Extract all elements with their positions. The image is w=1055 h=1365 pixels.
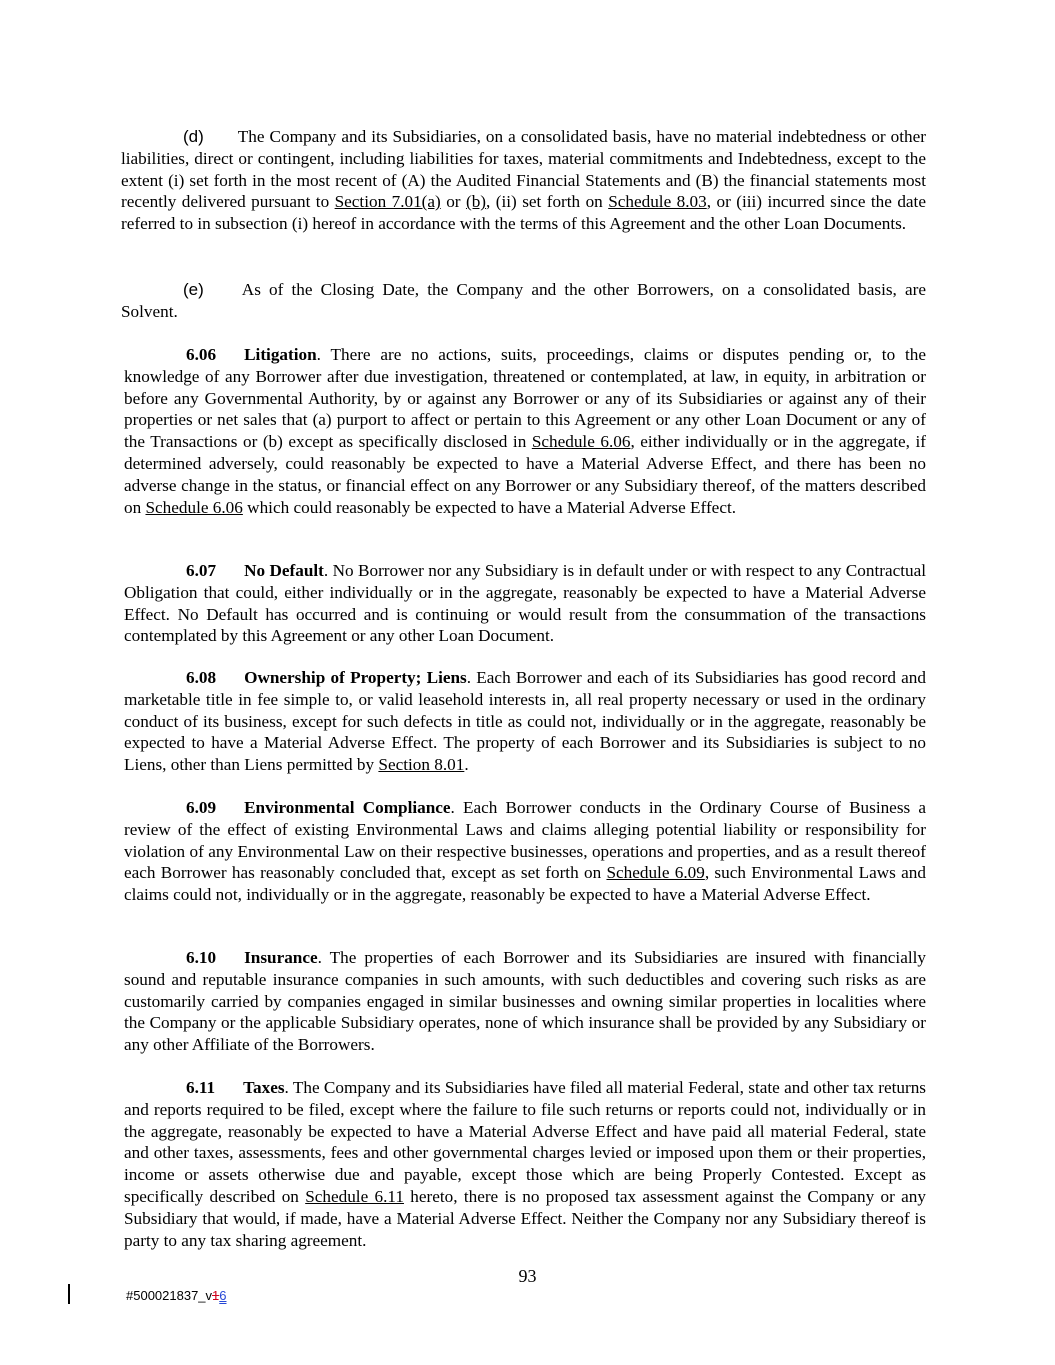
section-6-09: 6.09 Environmental Compliance. Each Borrower conducts in the Ordinary Course of Business a review of the effect of existing Environmental Laws and claims alleging potential liability or responsibility for violation of any Environmental Law on their respective businesses, operations and properties, and as a result thereof each Borrower has reasonably concluded that, except as set forth on Schedule 6.09, such Environmental Laws and claims could not, individually or in the aggregate, reasonably be expected to have a Material Adverse Effect.: [124, 798, 926, 905]
section-number: 6.09: [186, 798, 217, 817]
cross-reference-link[interactable]: Schedule 6.09: [606, 863, 705, 883]
section-6-10: 6.10 Insurance. The properties of each Borrower and its Subsidiaries are insured with financially sound and reputable insurance companies in such amounts, with such deductibles and covering such risks as are customarily carried by companies engaged in similar businesses and owning similar properties in localities where the Company or the applicable Subsidiary operates, none of which insurance shall be provided by any Subsidiary or any other Affiliate of the Borrowers.: [124, 948, 926, 1055]
section-6-07: 6.07 No Default. No Borrower nor any Subsidiary is in default under or with respect to any Contractual Obligation that could, either individually or in the aggregate, reasonably be expected to have a Material Adverse Effect. No Default has occurred and is continuing or would result from the consummation of the transactions contemplated by this Agreement or any other Loan Document.: [124, 561, 926, 646]
section-6-08: 6.08 Ownership of Property; Liens. Each Borrower and each of its Subsidiaries has good record and marketable title in fee simple to, or valid leasehold interests in, all real property necessary or used in the ordinary conduct of its business, except for such defects in title as could not, individually or in the aggregate, reasonably be expected to have a Material Adverse Effect. The property of each Borrower and its Subsidiaries is subject to no Liens, other than Liens permitted by Section 8.01.: [124, 668, 926, 775]
cross-reference-link[interactable]: Schedule 6.06: [531, 432, 631, 452]
revision-change-bar: [68, 1284, 70, 1304]
document-id-prefix: #500021837_v: [126, 1288, 213, 1303]
inserted-version: 6: [219, 1288, 227, 1303]
section-heading: Taxes: [243, 1078, 285, 1097]
paragraph-e: (e) As of the Closing Date, the Company and the other Borrowers, on a consolidated basis, are Solvent.: [121, 280, 926, 321]
cross-reference-link[interactable]: (b): [465, 192, 487, 212]
cross-reference-link[interactable]: Schedule 6.11: [305, 1186, 404, 1206]
deleted-version: 1: [212, 1288, 220, 1303]
section-6-06: 6.06 Litigation. There are no actions, suits, proceedings, claims or disputes pending or, to the knowledge of any Borrower after due investigation, threatened or contemplated, at law, in equity, in arbitration or before any Governmental Authority, by or against any Borrower or any of its Subsidiaries or against any of their properties or net sales that (a) purport to affect or pertain to this Agreement or any other Loan Document or any of the Transactions or (b) except as specifically disclosed in Schedule 6.06, either individually or in the aggregate, if determined adversely, could reasonably be expected to have a Material Adverse Effect, and there has been no adverse change in the status, or financial effect on any Borrower or any Subsidiary thereof, of the matters described on Schedule 6.06 which could reasonably be expected to have a Material Adverse Effect.: [124, 345, 926, 517]
section-heading: Environmental Compliance: [244, 798, 451, 817]
section-number: 6.07: [186, 561, 217, 580]
page-number: 93: [518, 1266, 537, 1286]
section-heading: Insurance: [244, 948, 318, 967]
section-6-11: 6.11 Taxes. The Company and its Subsidiaries have filed all material Federal, state and other tax returns and reports required to be filed, except where the failure to file such returns or reports could not, individually or in the aggregate, reasonably be expected to have a Material Adverse Effect and have paid all material Federal, state and other taxes, assessments, fees and other governmental charges levied or imposed upon them or their properties, income or assets otherwise due and payable, except those which are being Properly Contested. Except as specifically described on Schedule 6.11 hereto, there is no proposed tax assessment against the Company or any Subsidiary that would, if made, have a Material Adverse Effect. Neither the Company nor any Subsidiary thereof is party to any tax sharing agreement.: [124, 1078, 926, 1250]
paragraph-label: (d): [183, 127, 204, 146]
section-heading: Litigation: [244, 345, 317, 364]
cross-reference-link[interactable]: Section 8.01: [378, 755, 465, 775]
section-number: 6.10: [186, 948, 217, 967]
cross-reference-link[interactable]: Schedule 6.06: [145, 497, 243, 517]
document-id: [126, 1285, 227, 1307]
section-number: 6.11: [186, 1078, 216, 1097]
paragraph-d: (d) The Company and its Subsidiaries, on a consolidated basis, have no material indebtedness or other liabilities, direct or contingent, including liabilities for taxes, material commitments and Indebtedness, except to the extent (i) set forth in the most recent of (A) the Audited Financial Statements and (B) the financial statements most recently delivered pursuant to Section 7.01(a) or (b), (ii) set forth on Schedule 8.03, or (iii) incurred since the date referred to in subsection (i) hereof in accordance with the terms of this Agreement and the other Loan Documents.: [121, 127, 926, 234]
paragraph-label: (e): [183, 280, 204, 299]
cross-reference-link[interactable]: Section 7.01(a): [334, 192, 441, 212]
section-heading: No Default: [244, 561, 324, 580]
section-number: 6.08: [186, 668, 217, 687]
section-heading: Ownership of Property; Liens: [244, 668, 467, 687]
section-number: 6.06: [186, 345, 217, 364]
cross-reference-link[interactable]: Schedule 8.03: [608, 192, 707, 212]
